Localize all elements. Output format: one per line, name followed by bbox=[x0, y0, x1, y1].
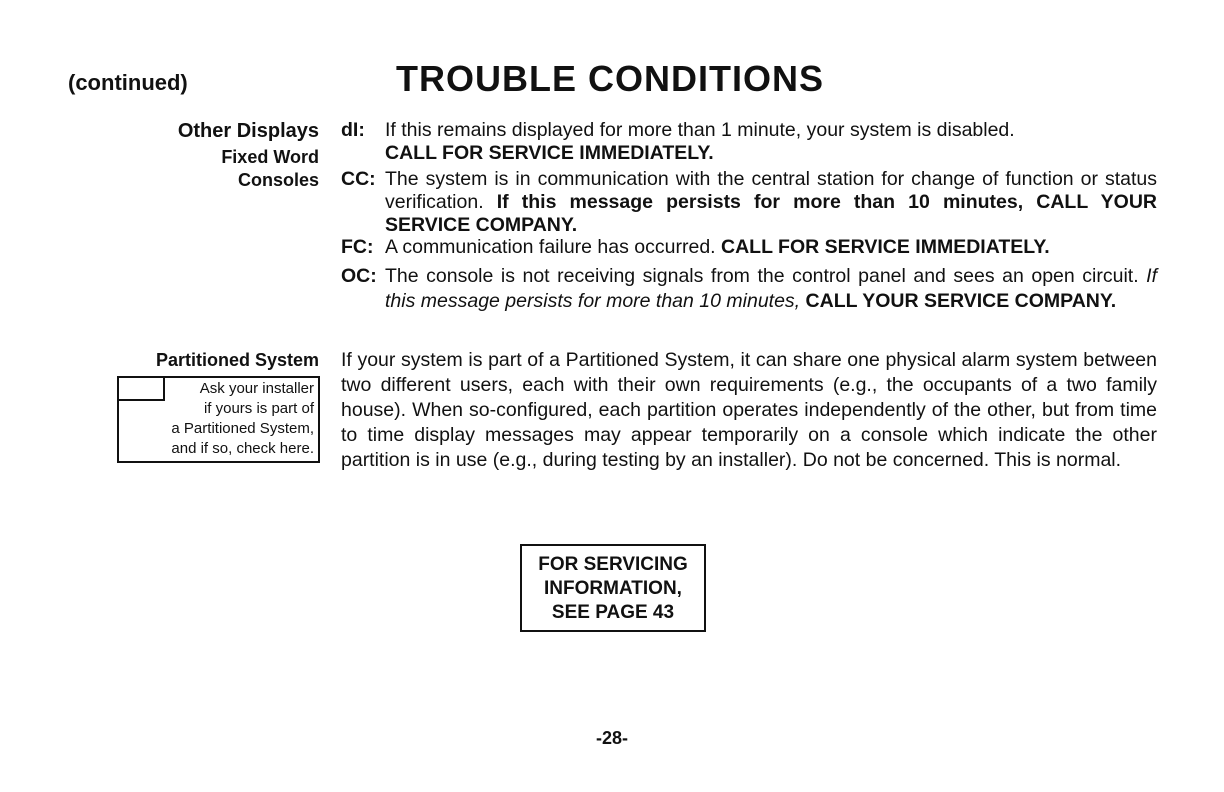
servicing-line: SEE PAGE 43 bbox=[551, 602, 675, 623]
code-fc-text bbox=[385, 236, 1157, 259]
code-fc-warning: CALL FOR SERVICE IMMEDIATELY. bbox=[721, 236, 1050, 258]
code-oc-description: The console is not receiving signals from the control panel and sees an open circuit. bbox=[385, 265, 1139, 287]
installer-note-line: a Partitioned System, bbox=[171, 420, 314, 437]
code-cc-description: The system is in communication with the central station for change of function or status verification. bbox=[385, 168, 1157, 213]
code-dl-description: If this remains displayed for more than 1 minute, your system is disabled. bbox=[385, 119, 1015, 141]
installer-note-line: if yours is part of bbox=[203, 400, 314, 417]
page-title: TROUBLE CONDITIONS bbox=[396, 58, 824, 99]
code-dl-text bbox=[385, 119, 1157, 165]
code-oc-key: OC: bbox=[341, 265, 377, 287]
installer-note-text bbox=[123, 379, 314, 459]
code-cc-key: CC: bbox=[341, 168, 376, 190]
continued-label: (continued) bbox=[68, 70, 188, 95]
installer-note-line: Ask your installer bbox=[199, 380, 314, 397]
partitioned-system-label: Partitioned System bbox=[155, 350, 319, 370]
code-cc-text bbox=[385, 168, 1157, 237]
code-dl bbox=[341, 119, 1157, 165]
installer-note-line: and if so, check here. bbox=[171, 440, 314, 457]
page-number: -28- bbox=[595, 728, 628, 748]
code-fc-description: A communication failure has occurred. bbox=[385, 236, 716, 258]
servicing-info-box bbox=[520, 544, 706, 632]
code-cc bbox=[341, 168, 1157, 237]
code-oc-text bbox=[385, 264, 1157, 314]
other-displays-label: Other Displays bbox=[177, 120, 319, 142]
code-oc-warning: CALL YOUR SERVICE COMPANY. bbox=[805, 290, 1117, 312]
code-cc-warning: If this message persists for more than 10 minutes, CALL YOUR SERVICE COMPANY. bbox=[385, 191, 1157, 236]
partitioned-system-paragraph: If your system is part of a Partitioned System, it can share one physical alarm system between two different users, each with their own requirements (e.g., the occupants of a two family house). When so-configured, each partition operates independently of the other, but from time to time display messages may appear temporarily on a console which indicate the other partition is in use (e.g., during testing by an installer). Do not be concerned. This is normal. bbox=[341, 349, 1157, 471]
code-oc-italic: If this message persists for more than 10 minutes, bbox=[385, 265, 1157, 312]
code-fc-key: FC: bbox=[341, 236, 374, 258]
servicing-line: INFORMATION, bbox=[544, 578, 682, 599]
consoles-label: Consoles bbox=[237, 170, 319, 190]
code-dl-key: dI: bbox=[341, 119, 365, 141]
code-oc bbox=[341, 264, 1157, 314]
code-fc bbox=[341, 236, 1157, 259]
fixed-word-label: Fixed Word bbox=[221, 147, 319, 167]
installer-note-box bbox=[117, 376, 320, 463]
code-dl-warning: CALL FOR SERVICE IMMEDIATELY. bbox=[385, 142, 714, 164]
servicing-line: FOR SERVICING bbox=[538, 554, 688, 575]
